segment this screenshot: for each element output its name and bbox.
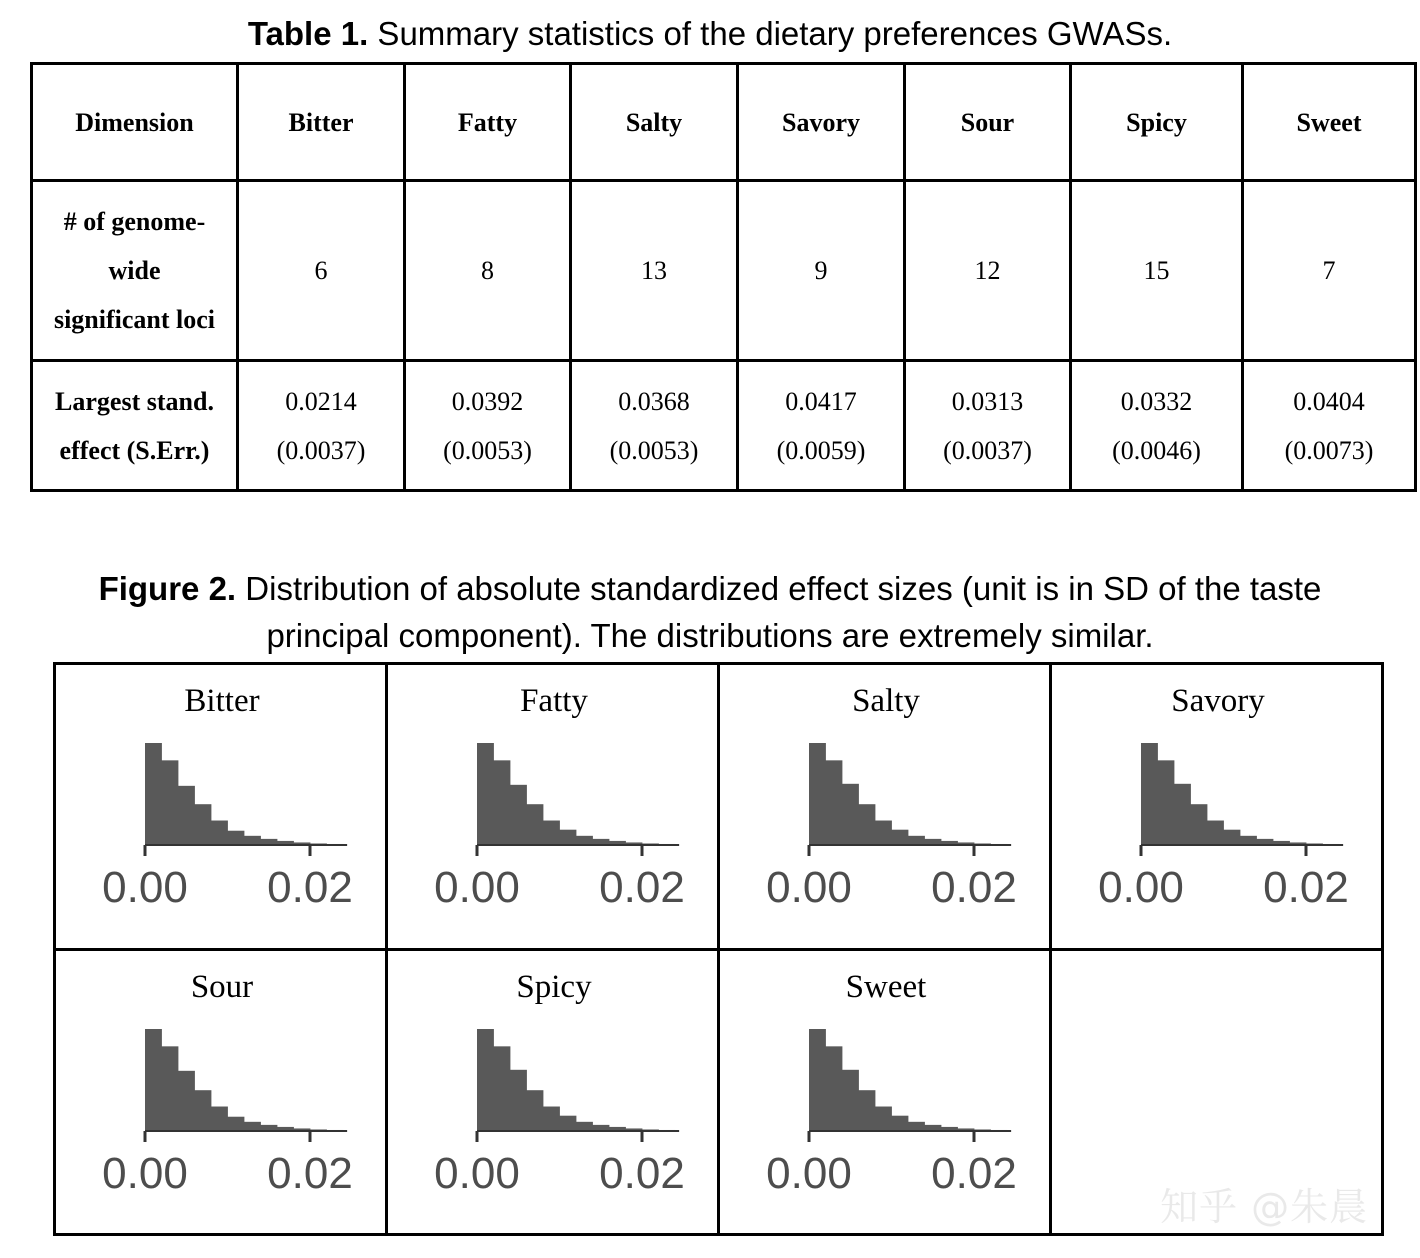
table-cell	[571, 361, 738, 491]
x-tick-label: 0.00	[102, 863, 188, 912]
panel-title: Savory	[1171, 683, 1265, 719]
histogram-bar	[510, 1070, 527, 1131]
histogram-bar	[178, 1071, 195, 1131]
table-cell	[1243, 361, 1416, 491]
corner-header: Dimension	[32, 64, 238, 181]
effect-stderr: (0.0059)	[776, 435, 866, 465]
histogram-bar	[892, 1116, 909, 1131]
x-tick-label: 0.00	[102, 1149, 188, 1198]
x-tick-label: 0.00	[434, 863, 520, 912]
histogram-bar	[195, 804, 212, 845]
effect-value: 0.0214	[285, 386, 357, 416]
table-cell: 8	[405, 181, 571, 361]
histogram-bar	[211, 1107, 228, 1131]
summary-statistics-table	[30, 62, 1417, 492]
table-row-effect	[32, 361, 1416, 491]
row-header-line: wide	[108, 256, 161, 285]
table-cell: 12	[905, 181, 1071, 361]
histogram-bar	[1240, 836, 1257, 845]
table-row-loci	[32, 181, 1416, 361]
x-tick-label: 0.02	[931, 1149, 1017, 1198]
histogram-panel	[720, 665, 1052, 952]
column-header: Fatty	[405, 64, 571, 181]
histogram-bar	[244, 836, 261, 845]
x-tick-label: 0.00	[766, 1149, 852, 1198]
row-header-line: effect (S.Err.)	[59, 435, 210, 465]
histogram-bar	[560, 1116, 577, 1131]
histogram-bar	[527, 1090, 544, 1131]
histogram-bar	[211, 821, 228, 845]
column-header: Sweet	[1243, 64, 1416, 181]
table-cell: 15	[1071, 181, 1243, 361]
effect-stderr: (0.0053)	[609, 435, 699, 465]
histogram-svg	[720, 951, 1052, 1238]
x-tick-label: 0.02	[267, 1149, 353, 1198]
histogram-bar	[145, 743, 162, 845]
histogram-bar	[826, 760, 843, 845]
histogram-svg	[1052, 665, 1384, 952]
x-tick-label: 0.00	[1098, 863, 1184, 912]
histogram-bar	[875, 1107, 892, 1131]
effect-value: 0.0417	[785, 386, 857, 416]
histogram-bar	[842, 1070, 859, 1131]
table-caption-label: Table 1.	[247, 15, 369, 52]
histogram-bar	[576, 1122, 593, 1131]
column-header: Salty	[571, 64, 738, 181]
histogram-bar	[527, 804, 544, 845]
x-tick-label: 0.02	[267, 863, 353, 912]
histogram-bar	[560, 830, 577, 845]
histogram-bar	[1207, 821, 1224, 845]
histogram-bar	[228, 831, 245, 845]
panel-title: Sour	[190, 969, 254, 1005]
histogram-svg	[388, 951, 720, 1238]
row-header	[32, 181, 238, 361]
effect-stderr: (0.0046)	[1112, 435, 1201, 465]
histogram-bar	[1174, 784, 1191, 845]
histogram-panel	[56, 951, 388, 1238]
row-header	[32, 361, 238, 491]
column-header: Spicy	[1071, 64, 1243, 181]
histogram-bar	[195, 1090, 212, 1131]
histogram-panel	[56, 665, 388, 952]
histogram-panel	[388, 951, 720, 1238]
histogram-svg	[56, 951, 388, 1238]
histogram-bar	[228, 1117, 245, 1131]
effect-stderr: (0.0053)	[443, 435, 532, 465]
effect-value: 0.0332	[1120, 386, 1193, 416]
table-cell: 6	[238, 181, 405, 361]
histogram-bar	[494, 1046, 511, 1131]
figure-caption-label: Figure 2.	[98, 570, 237, 607]
x-tick-label: 0.02	[599, 1149, 685, 1198]
table-cell	[405, 361, 571, 491]
histogram-svg	[56, 665, 388, 952]
x-tick-label: 0.02	[1263, 863, 1349, 912]
histogram-bar	[1191, 804, 1208, 845]
column-header: Sour	[905, 64, 1071, 181]
histogram-bar	[178, 786, 195, 845]
table-cell	[238, 361, 405, 491]
x-tick-label: 0.00	[766, 863, 852, 912]
figure-caption	[0, 570, 1420, 608]
histogram-bar	[145, 1029, 162, 1131]
effect-value: 0.0368	[618, 386, 690, 416]
histogram-bar	[875, 821, 892, 845]
histogram-bar	[1158, 760, 1175, 845]
histogram-bar	[1141, 743, 1158, 845]
histogram-bar	[842, 784, 859, 845]
histogram-bar	[543, 1107, 560, 1131]
row-header-line: significant loci	[53, 305, 216, 334]
histogram-bar	[543, 821, 560, 845]
histogram-bar	[826, 1046, 843, 1131]
table-cell	[738, 361, 905, 491]
table-caption	[0, 15, 1420, 53]
figure-caption-line2: principal component). The distributions are extremely similar.	[266, 617, 1154, 654]
histogram-grid	[53, 662, 1384, 1236]
histogram-bar	[892, 830, 909, 845]
histogram-panel	[1052, 665, 1384, 952]
histogram-bar	[494, 760, 511, 845]
x-tick-label: 0.02	[931, 863, 1017, 912]
histogram-bar	[809, 1029, 826, 1131]
histogram-bar	[244, 1122, 261, 1131]
histogram-bar	[908, 1122, 925, 1131]
table-caption-text: Summary statistics of the dietary preferences GWASs.	[368, 15, 1173, 52]
table-header-row	[32, 64, 1416, 181]
table-cell: 13	[571, 181, 738, 361]
histogram-svg	[388, 665, 720, 952]
table-cell	[1071, 361, 1243, 491]
panel-title: Fatty	[520, 683, 588, 719]
histogram-bar	[1224, 830, 1241, 845]
figure-caption-line1: Distribution of absolute standardized effect sizes (unit is in SD of the taste	[236, 570, 1322, 607]
table-cell: 7	[1243, 181, 1416, 361]
row-header-line: Largest stand.	[55, 386, 214, 416]
histogram-bar	[809, 743, 826, 845]
effect-stderr: (0.0037)	[276, 435, 366, 465]
panel-title: Salty	[852, 683, 920, 719]
table-cell: 9	[738, 181, 905, 361]
effect-stderr: (0.0073)	[1284, 435, 1374, 465]
figure-caption-continued	[0, 617, 1420, 655]
x-tick-label: 0.00	[434, 1149, 520, 1198]
effect-value: 0.0313	[951, 386, 1024, 416]
histogram-bar	[859, 804, 876, 845]
histogram-panel	[388, 665, 720, 952]
histogram-panel	[720, 951, 1052, 1238]
x-tick-label: 0.02	[599, 863, 685, 912]
histogram-bar	[908, 836, 925, 845]
histogram-bar	[162, 1046, 179, 1131]
watermark: 知乎 @朱晨	[1160, 1185, 1369, 1229]
histogram-bar	[162, 760, 179, 845]
panel-title: Spicy	[516, 969, 592, 1005]
column-header: Savory	[738, 64, 905, 181]
histogram-bar	[576, 836, 593, 845]
row-header-line: # of genome-	[63, 207, 206, 236]
histogram-bar	[477, 743, 494, 845]
effect-value: 0.0392	[451, 386, 524, 416]
effect-stderr: (0.0037)	[943, 435, 1032, 465]
table-cell	[905, 361, 1071, 491]
panel-title: Bitter	[184, 683, 260, 719]
histogram-svg	[720, 665, 1052, 952]
column-header: Bitter	[238, 64, 405, 181]
panel-title: Sweet	[845, 969, 927, 1005]
histogram-bar	[859, 1090, 876, 1131]
histogram-bar	[477, 1029, 494, 1131]
histogram-bar	[510, 785, 527, 845]
effect-value: 0.0404	[1293, 386, 1365, 416]
